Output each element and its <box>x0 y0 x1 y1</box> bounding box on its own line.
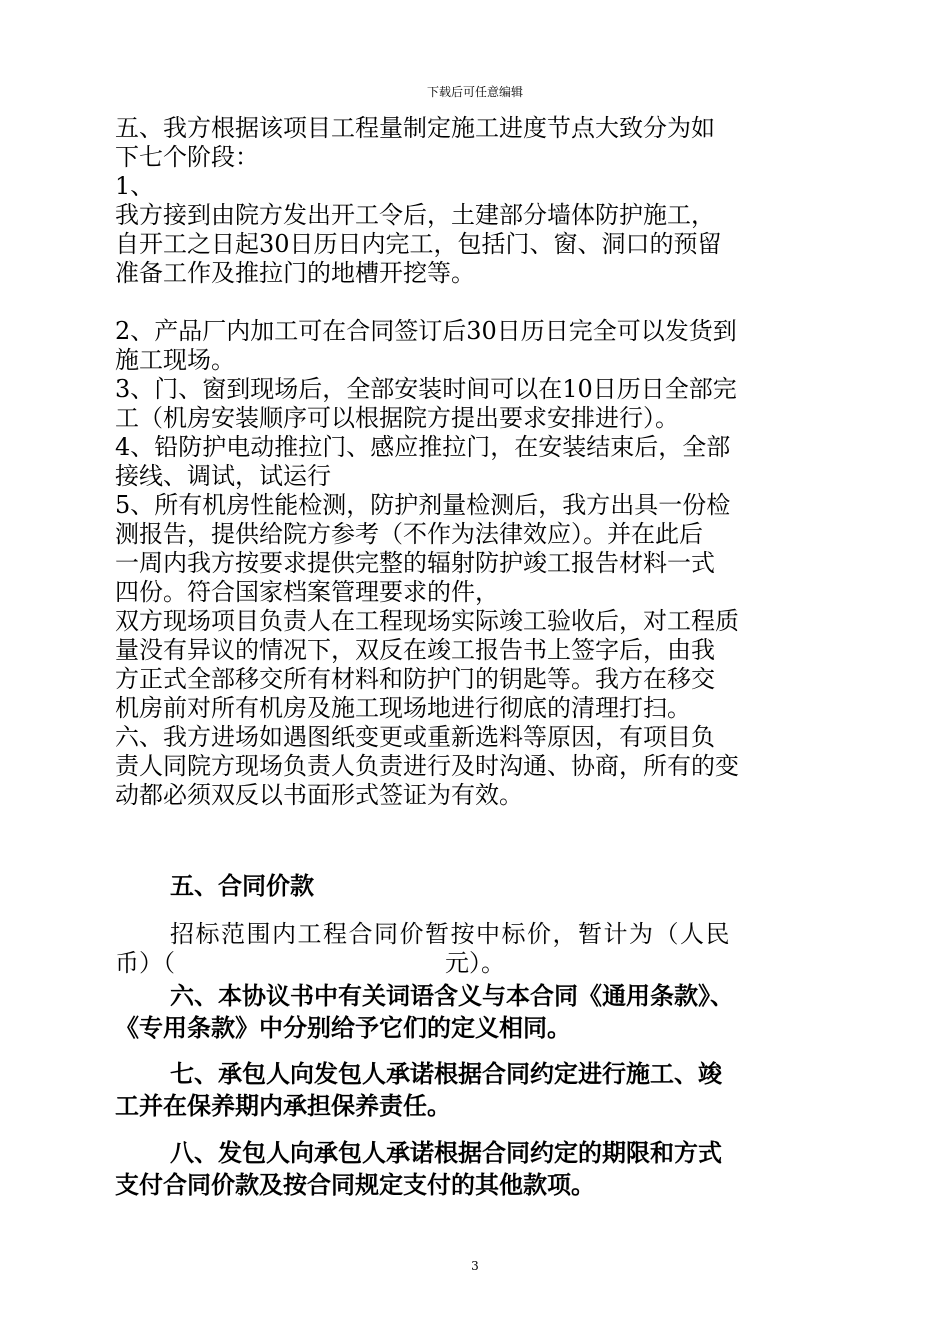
clause-line: 《专用条款》中分别给予它们的定义相同。 <box>115 1013 571 1042</box>
text-line: 责人同院方现场负责人负责进行及时沟通、协商，所有的变 <box>115 752 739 780</box>
text-line: 工（机房安装顺序可以根据院方提出要求安排进行）。 <box>115 404 679 432</box>
clause-eight <box>115 1137 855 1201</box>
text-line: 接线、调试，试运行 <box>115 462 331 490</box>
clause-six <box>115 980 855 1044</box>
contract-price-line: 招标范围内工程合同价暂按中标价，暂计为（人民 <box>170 920 731 948</box>
text-line: 2、产品厂内加工可在合同签订后30日历日完全可以发货到 <box>115 317 737 345</box>
text-line: 1、 <box>115 172 155 200</box>
clause-line: 八、发包人向承包人承诺根据合同约定的期限和方式 <box>170 1138 722 1167</box>
clause-line: 支付合同价款及按合同规定支付的其他款项。 <box>115 1170 595 1199</box>
text-line: 一周内我方按要求提供完整的辐射防护竣工报告材料一式 <box>115 549 715 577</box>
blank-line <box>115 288 845 317</box>
text-line: 测报告，提供给院方参考（不作为法律效应）。并在此后 <box>115 520 703 548</box>
clause-line: 六、本协议书中有关词语含义与本合同《通用条款》、 <box>170 981 734 1010</box>
text-line: 四份。符合国家档案管理要求的件， <box>115 578 499 606</box>
text-line: 我方接到由院方发出开工令后，土建部分墙体防护施工， <box>115 201 715 229</box>
text-line: 4、铅防护电动推拉门、感应推拉门，在安装结束后，全部 <box>115 433 731 461</box>
currency-unit: 元）。 <box>445 949 505 977</box>
text-line: 方正式全部移交所有材料和防护门的钥匙等。我方在移交 <box>115 665 715 693</box>
text-line: 准备工作及推拉门的地槽开挖等。 <box>115 259 475 287</box>
text-line: 下七个阶段： <box>115 143 259 171</box>
page-header: 下载后可任意编辑 <box>426 85 523 99</box>
text-line: 动都必须双反以书面形式签证为有效。 <box>115 781 523 809</box>
text-line: 施工现场。 <box>115 346 235 374</box>
page-number: 3 <box>471 1259 479 1273</box>
clause-seven <box>115 1058 855 1122</box>
text-line: 五、我方根据该项目工程量制定施工进度节点大致分为如 <box>115 114 715 142</box>
schedule-section <box>115 114 845 810</box>
clause-line: 工并在保养期内承担保养责任。 <box>115 1091 451 1120</box>
text-line: 量没有异议的情况下，双反在竣工报告书上签字后，由我 <box>115 636 715 664</box>
contract-price-heading: 五、合同价款 <box>170 871 314 900</box>
text-line: 双方现场项目负责人在工程现场实际竣工验收后，对工程质 <box>115 607 739 635</box>
text-line: 机房前对所有机房及施工现场地进行彻底的清理打扫。 <box>115 694 691 722</box>
text-line: 六、我方进场如遇图纸变更或重新选料等原因，有项目负 <box>115 723 715 751</box>
contract-price-paragraph <box>115 920 855 978</box>
text-line: 3、门、窗到现场后，全部安装时间可以在10日历日全部完 <box>115 375 737 403</box>
text-line: 自开工之日起30日历日内完工，包括门、窗、洞口的预留 <box>115 230 722 258</box>
currency-open: 币）（ <box>115 949 175 977</box>
text-line: 5、所有机房性能检测，防护剂量检测后，我方出具一份检 <box>115 491 731 519</box>
clause-line: 七、承包人向发包人承诺根据合同约定进行施工、竣 <box>170 1059 722 1088</box>
contract-price-line-2 <box>115 949 505 978</box>
